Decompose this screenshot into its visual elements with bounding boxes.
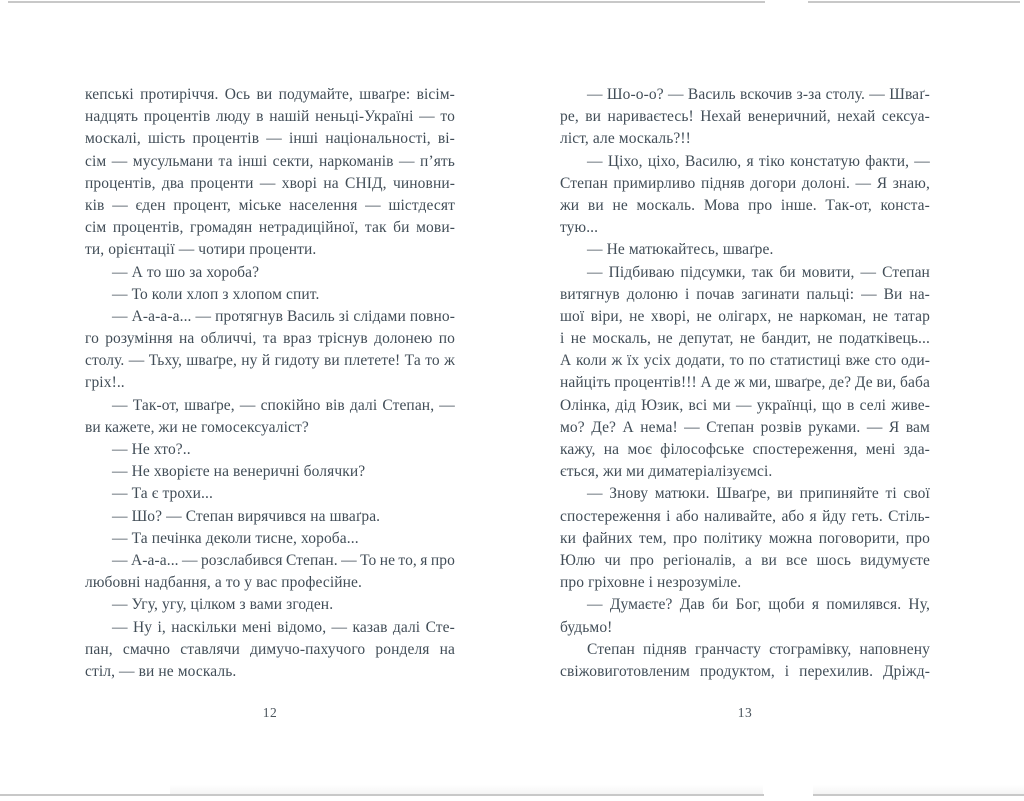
text-line: кепські протиріччя. Ось ви подумайте, шваґре: вісім- (85, 86, 455, 103)
left-page (85, 84, 455, 683)
text-line: А коли ж їх усіх додати, то по статистиці вже сто оди- (560, 352, 930, 370)
text-line: сім процентів, громадян нетрадиційної, так би мови- (85, 219, 455, 237)
text-line: — А то шо за хороба? (112, 263, 260, 281)
text-line: — Шо-о-о? — Василь вскочив з-за столу. — Шваґ- (587, 86, 930, 103)
text-line: найціть процентів!!! А де ж ми, шваґре, де? Де ви, баба (560, 374, 930, 392)
text-line: Степан підняв гранчасту стограмівку, наповнену (587, 640, 930, 658)
text-line: — Підбиваю підсумки, так би мовити, — Степан (587, 263, 930, 281)
left-page-number: 12 (262, 705, 278, 720)
paragraph (560, 151, 930, 240)
right-page-number: 13 (737, 705, 753, 720)
paragraph (560, 84, 930, 151)
paragraph (85, 262, 455, 284)
text-line: — Ну і, наскільки мені відомо, — казав далі Сте- (112, 618, 455, 636)
text-line: — А-а-а-а... — протягнув Василь зі слідами повно- (112, 307, 455, 325)
text-line: жи ви не москаль. Мова про інше. Так-от, конста- (560, 196, 930, 214)
text-line: ви кажете, жи не гомосексуаліст? (85, 418, 309, 436)
text-line: — Та печінка деколи тисне, хороба... (112, 529, 359, 547)
text-line: Олінка, дід Юзик, всі ми — українці, що в селі живе- (560, 396, 930, 414)
text-line: про гріховне і незрозуміле. (560, 574, 742, 592)
text-line: — А-а-а... — розслабився Степан. — То не то, я про (112, 551, 455, 569)
text-line: ліст, але москаль?!! (560, 130, 691, 148)
paragraph (85, 483, 455, 505)
page-content (85, 84, 455, 683)
text-line: Степан примирливо підняв догори долоні. — Я знаю, (560, 174, 930, 192)
text-line: столу. — Тьху, шваґре, ну й гидоту ви плетете! Та то ж (85, 352, 455, 370)
paragraph (85, 594, 455, 616)
page-content (560, 84, 930, 683)
text-line: процентів, два проценти — хворі на СНІД, чиновни- (85, 174, 455, 192)
text-line: москалі, шість процентів — інші національності, ві- (85, 130, 455, 148)
text-line: кажу, на моє філософське спостереження, мені зда- (560, 441, 930, 458)
paragraph (85, 528, 455, 550)
paragraph (85, 617, 455, 684)
left-page-bottom-shadow (170, 785, 763, 794)
text-line: свіжовиготовленим продуктом, і перехилив. Дріжд- (560, 662, 930, 680)
right-page-bottom-shadow (813, 785, 1024, 794)
text-line: — Так-от, шваґре, — спокійно вів далі Степан, — (112, 396, 455, 414)
text-line: гріх!.. (85, 374, 125, 392)
paragraph (560, 639, 930, 683)
text-line: — Не хворієте на венеричні болячки? (112, 463, 366, 481)
text-line: — Не хто?.. (112, 441, 191, 458)
paragraph (85, 550, 455, 594)
text-line: — То коли хлоп з хлопом спит. (112, 285, 320, 303)
text-line: мо? Де? А нема! — Степан розвів руками. — Я вам (560, 418, 930, 436)
text-line: пан, смачно ставлячи димучо-пахучого ронделя на (85, 640, 455, 658)
paragraph (85, 439, 455, 461)
paragraph (560, 239, 930, 261)
text-line: го розуміння на обличчі, та враз тріснув долонею по (85, 330, 455, 348)
text-line: — Знову матюки. Шваґре, ви припиняйте ті свої (587, 485, 930, 503)
text-line: ки файних тем, про політику можна поговорити, про (560, 529, 930, 547)
paragraph (85, 506, 455, 528)
text-line: любовні надбання, а то у вас професійне. (85, 574, 362, 592)
text-line: — Угу, угу, цілком з вами згоден. (112, 596, 334, 614)
paragraph (85, 84, 455, 262)
text-line: — Та є трохи... (112, 485, 213, 503)
paragraph (85, 284, 455, 306)
text-line: витягнув долоню і почав загинати пальці: — Ви на- (560, 285, 930, 303)
text-line: — Шо? — Степан вирячився на шваґра. (112, 507, 381, 525)
paragraph (85, 306, 455, 395)
paragraph (85, 461, 455, 483)
text-line: ре, ви нариваєтесь! Нехай венеричний, нехай сексуа- (560, 108, 930, 126)
text-line: тую... (560, 219, 599, 237)
text-line: стіл, — ви не москаль. (85, 662, 237, 680)
text-line: — Ціхо, ціхо, Василю, я тіко констатую факти, — (587, 152, 930, 170)
paragraph (560, 262, 930, 484)
text-line: Юлю чи про регіоналів, а ви все шось видумуєте (560, 551, 930, 569)
paragraph (560, 594, 930, 638)
text-line: сім — мусульмани та інші секти, наркоманів — п’ять (85, 152, 455, 170)
text-line: надцять процентів люду в нашій неньці-Україні — то (85, 108, 455, 126)
right-page-bottom-edge (813, 794, 1024, 796)
text-line: ків — єден процент, міське населення — шістдесят (85, 196, 455, 214)
text-line: — Не матюкайтесь, шваґре. (587, 241, 774, 259)
text-line: ється, жи ми диматеріалізуємсі. (560, 463, 773, 481)
text-line: спостереження і або наливайте, або я йду геть. Стіль- (560, 507, 930, 525)
text-line: — Думаєте? Дав би Бог, щоби я помилявся. Ну, (587, 596, 930, 614)
left-page-top-edge (8, 1, 765, 3)
paragraph (85, 395, 455, 439)
text-line: будьмо! (560, 618, 613, 636)
text-line: і не москаль, не депутат, не бандит, не податківець... (560, 330, 930, 348)
right-page (560, 84, 930, 683)
text-line: ти, орієнтації — чотири проценти. (85, 241, 317, 259)
paragraph (560, 483, 930, 594)
left-page-bottom-edge (0, 794, 764, 796)
text-line: шої віри, не хворі, не олігарх, не наркоман, не татар (560, 307, 930, 325)
right-page-top-edge (808, 1, 1020, 3)
